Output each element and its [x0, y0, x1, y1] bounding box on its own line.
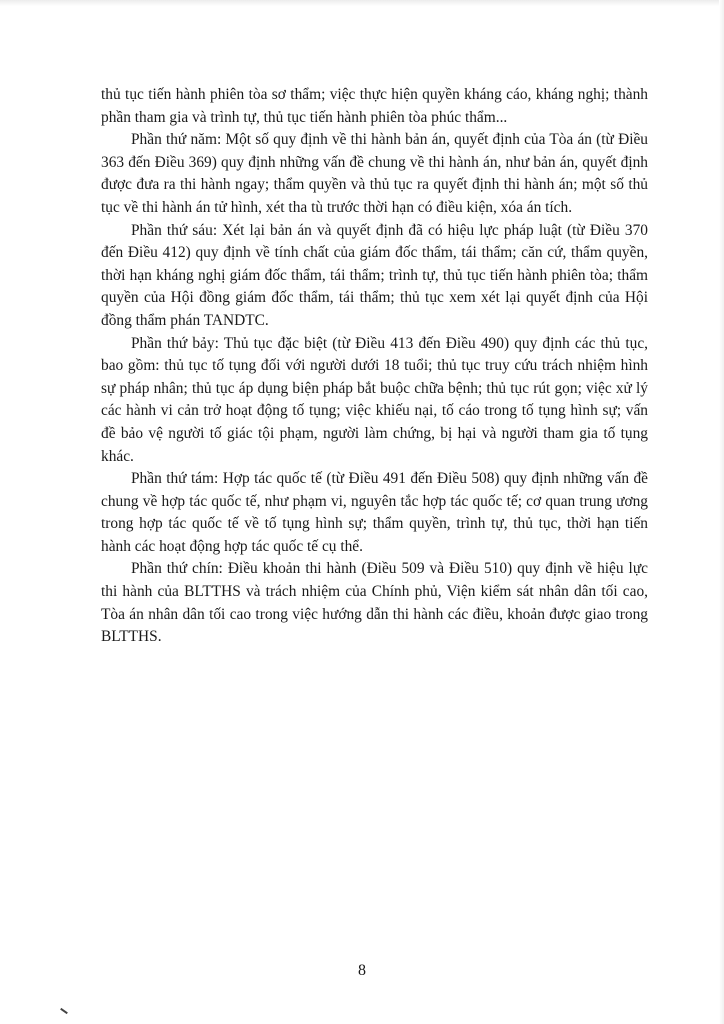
paragraph-continuation: thủ tục tiến hành phiên tòa sơ thẩm; việc thực hiện quyền kháng cáo, kháng nghị; thành phần tham gia và trình tự, thủ tục tiến hành phiên tòa phúc thẩm... — [101, 86, 648, 126]
paragraph-part-six: Phần thứ sáu: Xét lại bản án và quyết định đã có hiệu lực pháp luật (từ Điều 370 đến Điều 412) quy định về tính chất của giám đốc thẩm, tái thẩm; căn cứ, thẩm quyền, thời hạn kháng nghị giám đốc thẩm, tái thẩm; trình tự, thủ tục tiến hành phiên tòa; thẩm quyền của Hội đồng giám đốc thẩm, tái thẩm; thủ tục xem xét lại quyết định của Hội đồng thẩm phán TANDTC. — [101, 221, 648, 329]
scan-top-edge — [0, 0, 724, 6]
paragraph-part-eight: Phần thứ tám: Hợp tác quốc tế (từ Điều 491 đến Điều 508) quy định những vấn đề chung về hợp tác quốc tế, như phạm vi, nguyên tắc hợp tác quốc tế; cơ quan trung ương trong hợp tác quốc tế về tố tụng hình sự; thẩm quyền, trình tự, thủ tục, thời hạn tiến hành các hoạt động hợp tác quốc tế cụ thể. — [101, 470, 648, 555]
paragraph-part-nine: Phần thứ chín: Điều khoản thi hành (Điều 509 và Điều 510) quy định về hiệu lực thi hành của BLTTHS và trách nhiệm của Chính phủ, Viện kiểm sát nhân dân tối cao, Tòa án nhân dân tối cao trong việc hướng dẫn thi hành các điều, khoản được giao trong BLTTHS. — [101, 560, 648, 646]
scan-artifact-mark — [60, 1008, 68, 1014]
paragraph-part-five: Phần thứ năm: Một số quy định về thi hành bản án, quyết định của Tòa án (từ Điều 363 đến Điều 369) quy định những vấn đề chung về thi hành án, như bản án, quyết định được đưa ra thi hành ngay; thẩm quyền và thủ tục ra quyết định thi hành án; một số thủ tục về thi hành án tử hình, xét tha tù trước thời hạn có điều kiện, xóa án tích. — [101, 131, 648, 216]
scan-right-edge — [719, 0, 724, 1024]
document-body — [101, 84, 648, 649]
page-number: 8 — [358, 962, 366, 979]
paragraph-part-seven: Phần thứ bảy: Thủ tục đặc biệt (từ Điều 413 đến Điều 490) quy định các thủ tục, bao gồm: thủ tục tố tụng đối với người dưới 18 tuổi; thủ tục truy cứu trách nhiệm hình sự pháp nhân; thủ tục áp dụng biện pháp bắt buộc chữa bệnh; thủ tục rút gọn; việc xử lý các hành vi cản trở hoạt động tố tụng; việc khiếu nại, tố cáo trong tố tụng hình sự; vấn đề bảo vệ người tố giác tội phạm, người làm chứng, bị hại và người tham gia tố tụng khác. — [101, 334, 648, 465]
